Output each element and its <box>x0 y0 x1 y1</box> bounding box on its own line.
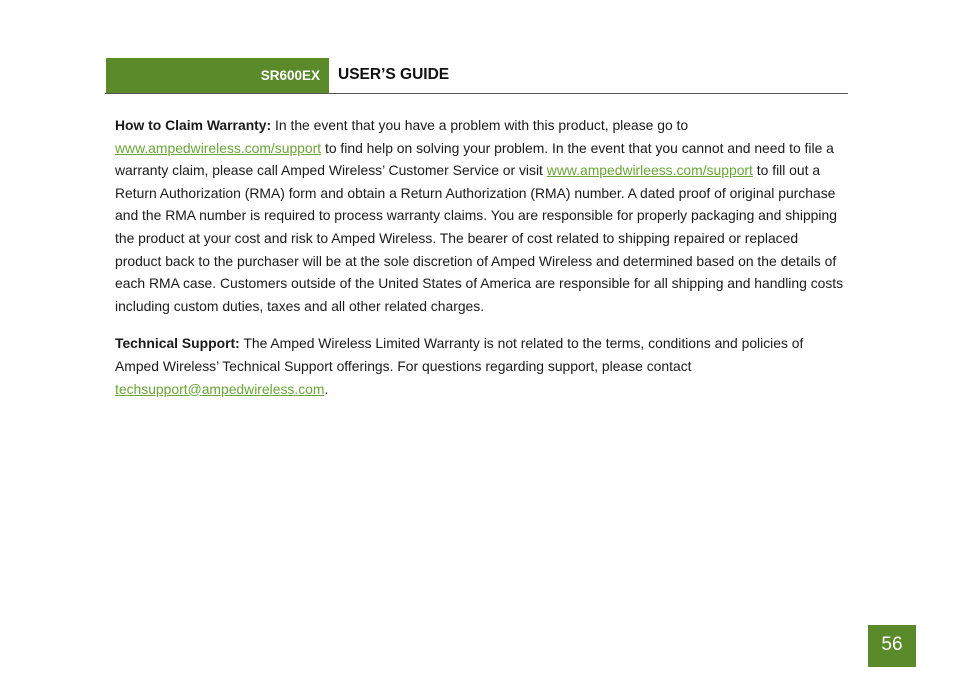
model-label: SR600EX <box>106 58 329 93</box>
support-paragraph <box>115 332 845 400</box>
warranty-paragraph <box>115 114 845 317</box>
support-link-1[interactable]: www.ampedwireless.com/support <box>115 139 322 156</box>
page-number: 56 <box>868 625 916 667</box>
page-header <box>105 58 848 94</box>
warranty-heading: How to Claim Warranty: <box>115 117 272 133</box>
page-content <box>115 114 845 415</box>
warranty-text-2: to find help on solving your problem. In the event that you cannot and need to file a warranty claim, please call Amped Wireless’ Customer Service or visit <box>115 139 834 179</box>
warranty-text-1: In the event that you have a problem with this product, please go to <box>271 117 689 133</box>
support-text-1: The Amped Wireless Limited Warranty is not related to the terms, conditions and policies of Amped Wireless’ Technical Support offerings. For questions regarding support, please contact <box>115 335 804 374</box>
guide-title: USER’S GUIDE <box>338 66 450 83</box>
support-link-2[interactable]: www.ampedwirleess.com/support <box>546 162 753 179</box>
warranty-text-3: to fill out a Return Authorization (RMA) form and obtain a Return Authorization (RMA) number. A dated proof of original purchase and the RMA number is required to process warranty claims. You are responsible for properly packaging and shipping the product at your cost and risk to Amped Wireless. The bearer of cost related to shipping repaired or replaced product back to the purchaser will be at the sole discretion of Amped Wireless and determined based on the details of each RMA case. Customers outside of the United States of America are responsible for all shipping and handling costs including custom duties, taxes and all other related charges. <box>115 162 844 314</box>
support-text-2: . <box>324 380 329 397</box>
support-email-link[interactable]: techsupport@ampedwireless.com <box>115 380 325 397</box>
support-heading: Technical Support: <box>115 335 240 352</box>
